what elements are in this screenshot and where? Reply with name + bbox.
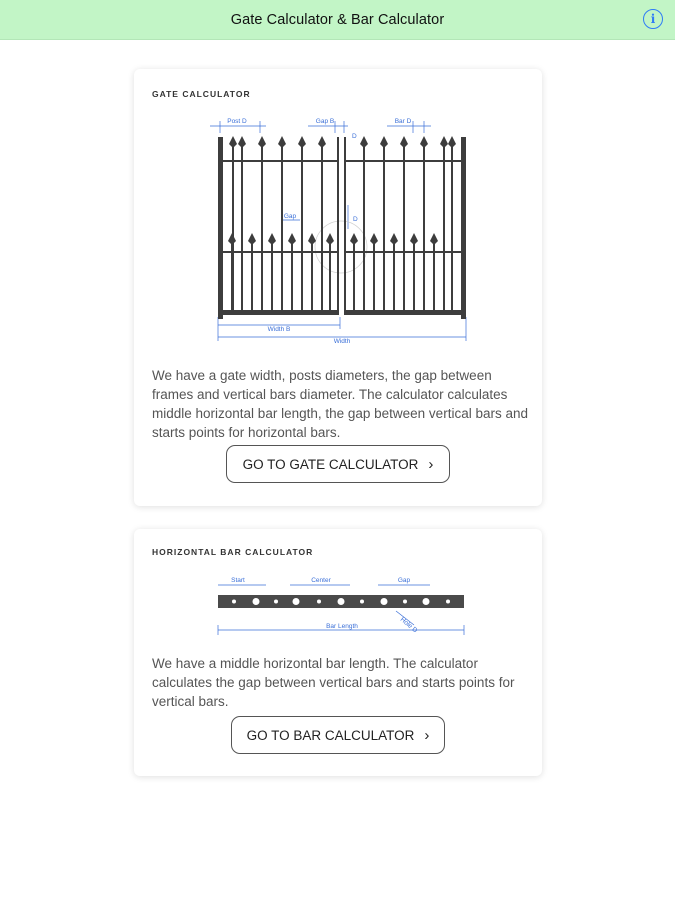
label-bar-length: Bar Length bbox=[326, 623, 358, 630]
bar-button-label: GO TO BAR CALCULATOR bbox=[246, 727, 415, 743]
bar-calculator-card bbox=[134, 529, 542, 776]
gate-description: We have a gate width, posts diameters, the gap between frames and vertical bars diameter. The calculator calculates middle horizontal bar length, the gap between vertical bars and starts points for horizontal bars. bbox=[152, 368, 528, 440]
bar-diagram bbox=[134, 569, 542, 639]
label-gap: Gap bbox=[397, 577, 411, 584]
chevron-right-icon: › bbox=[424, 726, 430, 744]
label-gap-b: Gap B bbox=[315, 118, 335, 125]
gate-button-label: GO TO GATE CALCULATOR bbox=[242, 456, 419, 472]
chevron-right-icon: › bbox=[428, 455, 434, 473]
gate-card-title: GATE CALCULATOR bbox=[152, 89, 251, 99]
label-start: Start bbox=[231, 577, 245, 584]
label-center: Center bbox=[311, 577, 331, 584]
bar-card-title: HORIZONTAL BAR CALCULATOR bbox=[152, 547, 314, 557]
label-post-d: Post D bbox=[227, 118, 247, 125]
gate-diagram bbox=[134, 109, 542, 359]
info-icon[interactable]: i bbox=[643, 9, 663, 29]
label-width-b: Width B bbox=[267, 326, 291, 333]
bar-description: We have a middle horizontal bar length. The calculator calculates the gap between vertical bars and starts points for vertical bars. bbox=[152, 656, 515, 709]
label-hole-d: Hole D bbox=[398, 616, 419, 635]
app-title: Gate Calculator & Bar Calculator bbox=[230, 11, 445, 28]
go-to-gate-calculator-button[interactable] bbox=[226, 445, 450, 483]
go-to-bar-calculator-button[interactable] bbox=[231, 716, 445, 754]
gate-calculator-card bbox=[134, 69, 542, 506]
label-bar-d: Bar D bbox=[394, 118, 412, 125]
label-d-top: D bbox=[352, 133, 357, 140]
label-width: Width bbox=[333, 338, 351, 345]
label-d-center: D bbox=[353, 216, 358, 223]
title-bar bbox=[0, 0, 675, 40]
label-gap: Gap bbox=[283, 213, 297, 220]
